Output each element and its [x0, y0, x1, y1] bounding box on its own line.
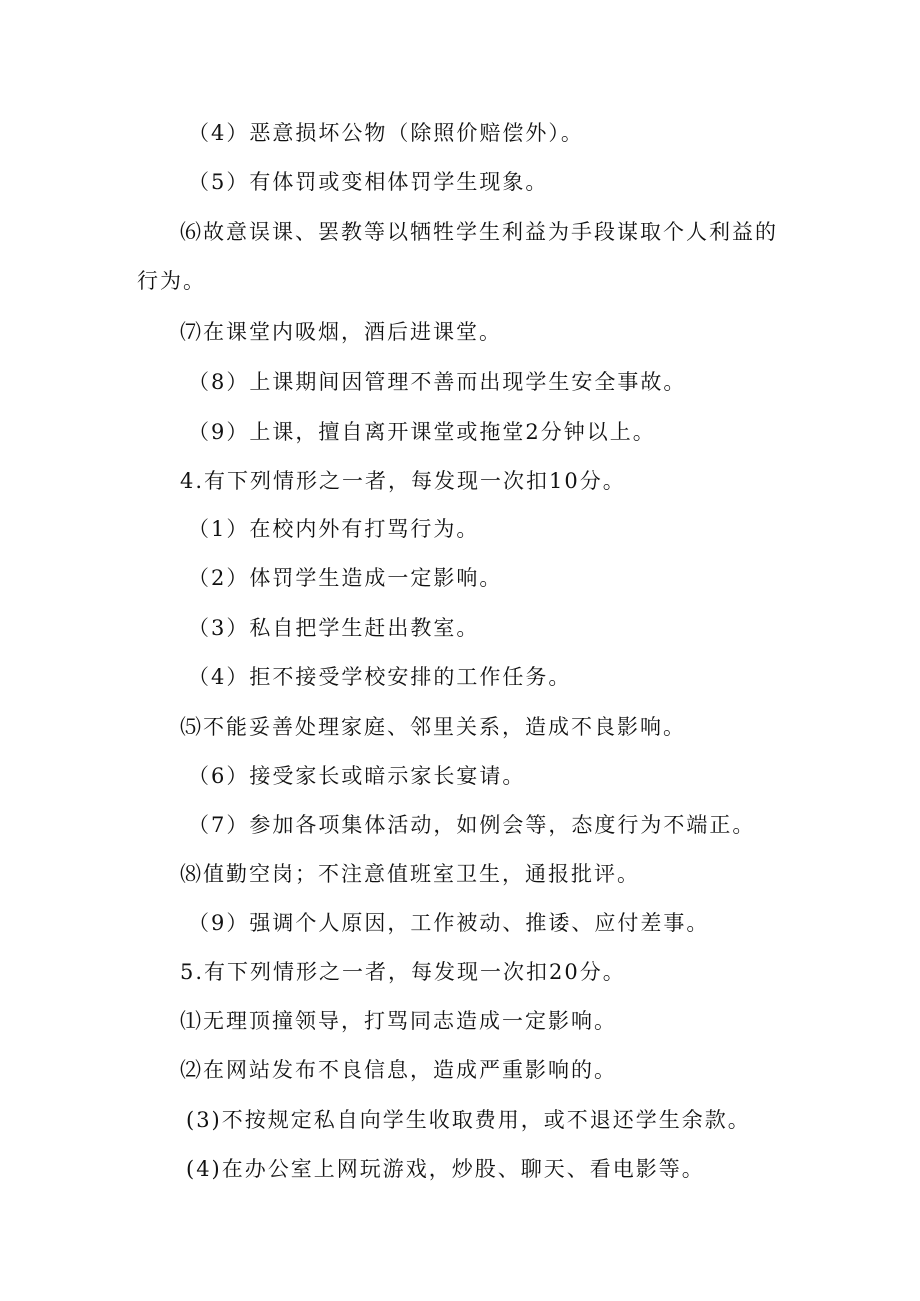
item-5-3: (3)不按规定私自向学生收取费用，或不退还学生余款。	[186, 1108, 751, 1132]
item-4-6-cont: 行为。	[137, 269, 206, 293]
item-4-5: （5）有体罚或变相体罚学生现象。	[188, 170, 549, 194]
item-5a-2: （2）体罚学生造成一定影响。	[188, 566, 503, 590]
section-4-heading: 4.有下列情形之一者，每发现一次扣10分。	[180, 469, 626, 493]
item-5a-8: ⑻值勤空岗；不注意值班室卫生，通报批评。	[180, 862, 640, 886]
item-4-4: （4）恶意损坏公物（除照价赔偿外）。	[188, 121, 584, 145]
item-5a-1: （1）在校内外有打骂行为。	[188, 517, 480, 541]
item-5a-5: ⑸不能妥善处理家庭、邻里关系，造成不良影响。	[180, 715, 686, 739]
item-4-8: （8）上课期间因管理不善而出现学生安全事故。	[188, 370, 687, 394]
item-5-1: ⑴无理顶撞领导，打骂同志造成一定影响。	[180, 1009, 617, 1033]
item-5-2: ⑵在网站发布不良信息，造成严重影响的。	[180, 1058, 617, 1082]
item-5a-9: （9）强调个人原因，工作被动、推诿、应付差事。	[188, 911, 710, 935]
item-4-7: ⑺在课堂内吸烟，酒后进课堂。	[180, 320, 502, 344]
item-4-6: ⑹故意误课、罢教等以牺牲学生利益为手段谋取个人利益的	[180, 220, 778, 244]
item-4-9: （9）上课，擅自离开课堂或拖堂2分钟以上。	[188, 420, 656, 444]
item-5a-4: （4）拒不接受学校安排的工作任务。	[188, 665, 572, 689]
item-5-4: (4)在办公室上网玩游戏，炒股、聊天、看电影等。	[186, 1157, 705, 1181]
item-5a-7: （7）参加各项集体活动，如例会等，态度行为不端正。	[188, 813, 756, 837]
item-5a-3: （3）私自把学生赶出教室。	[188, 616, 480, 640]
item-5a-6: （6）接受家长或暗示家长宴请。	[188, 764, 526, 788]
section-5-heading: 5.有下列情形之一者，每发现一次扣20分。	[180, 960, 626, 984]
